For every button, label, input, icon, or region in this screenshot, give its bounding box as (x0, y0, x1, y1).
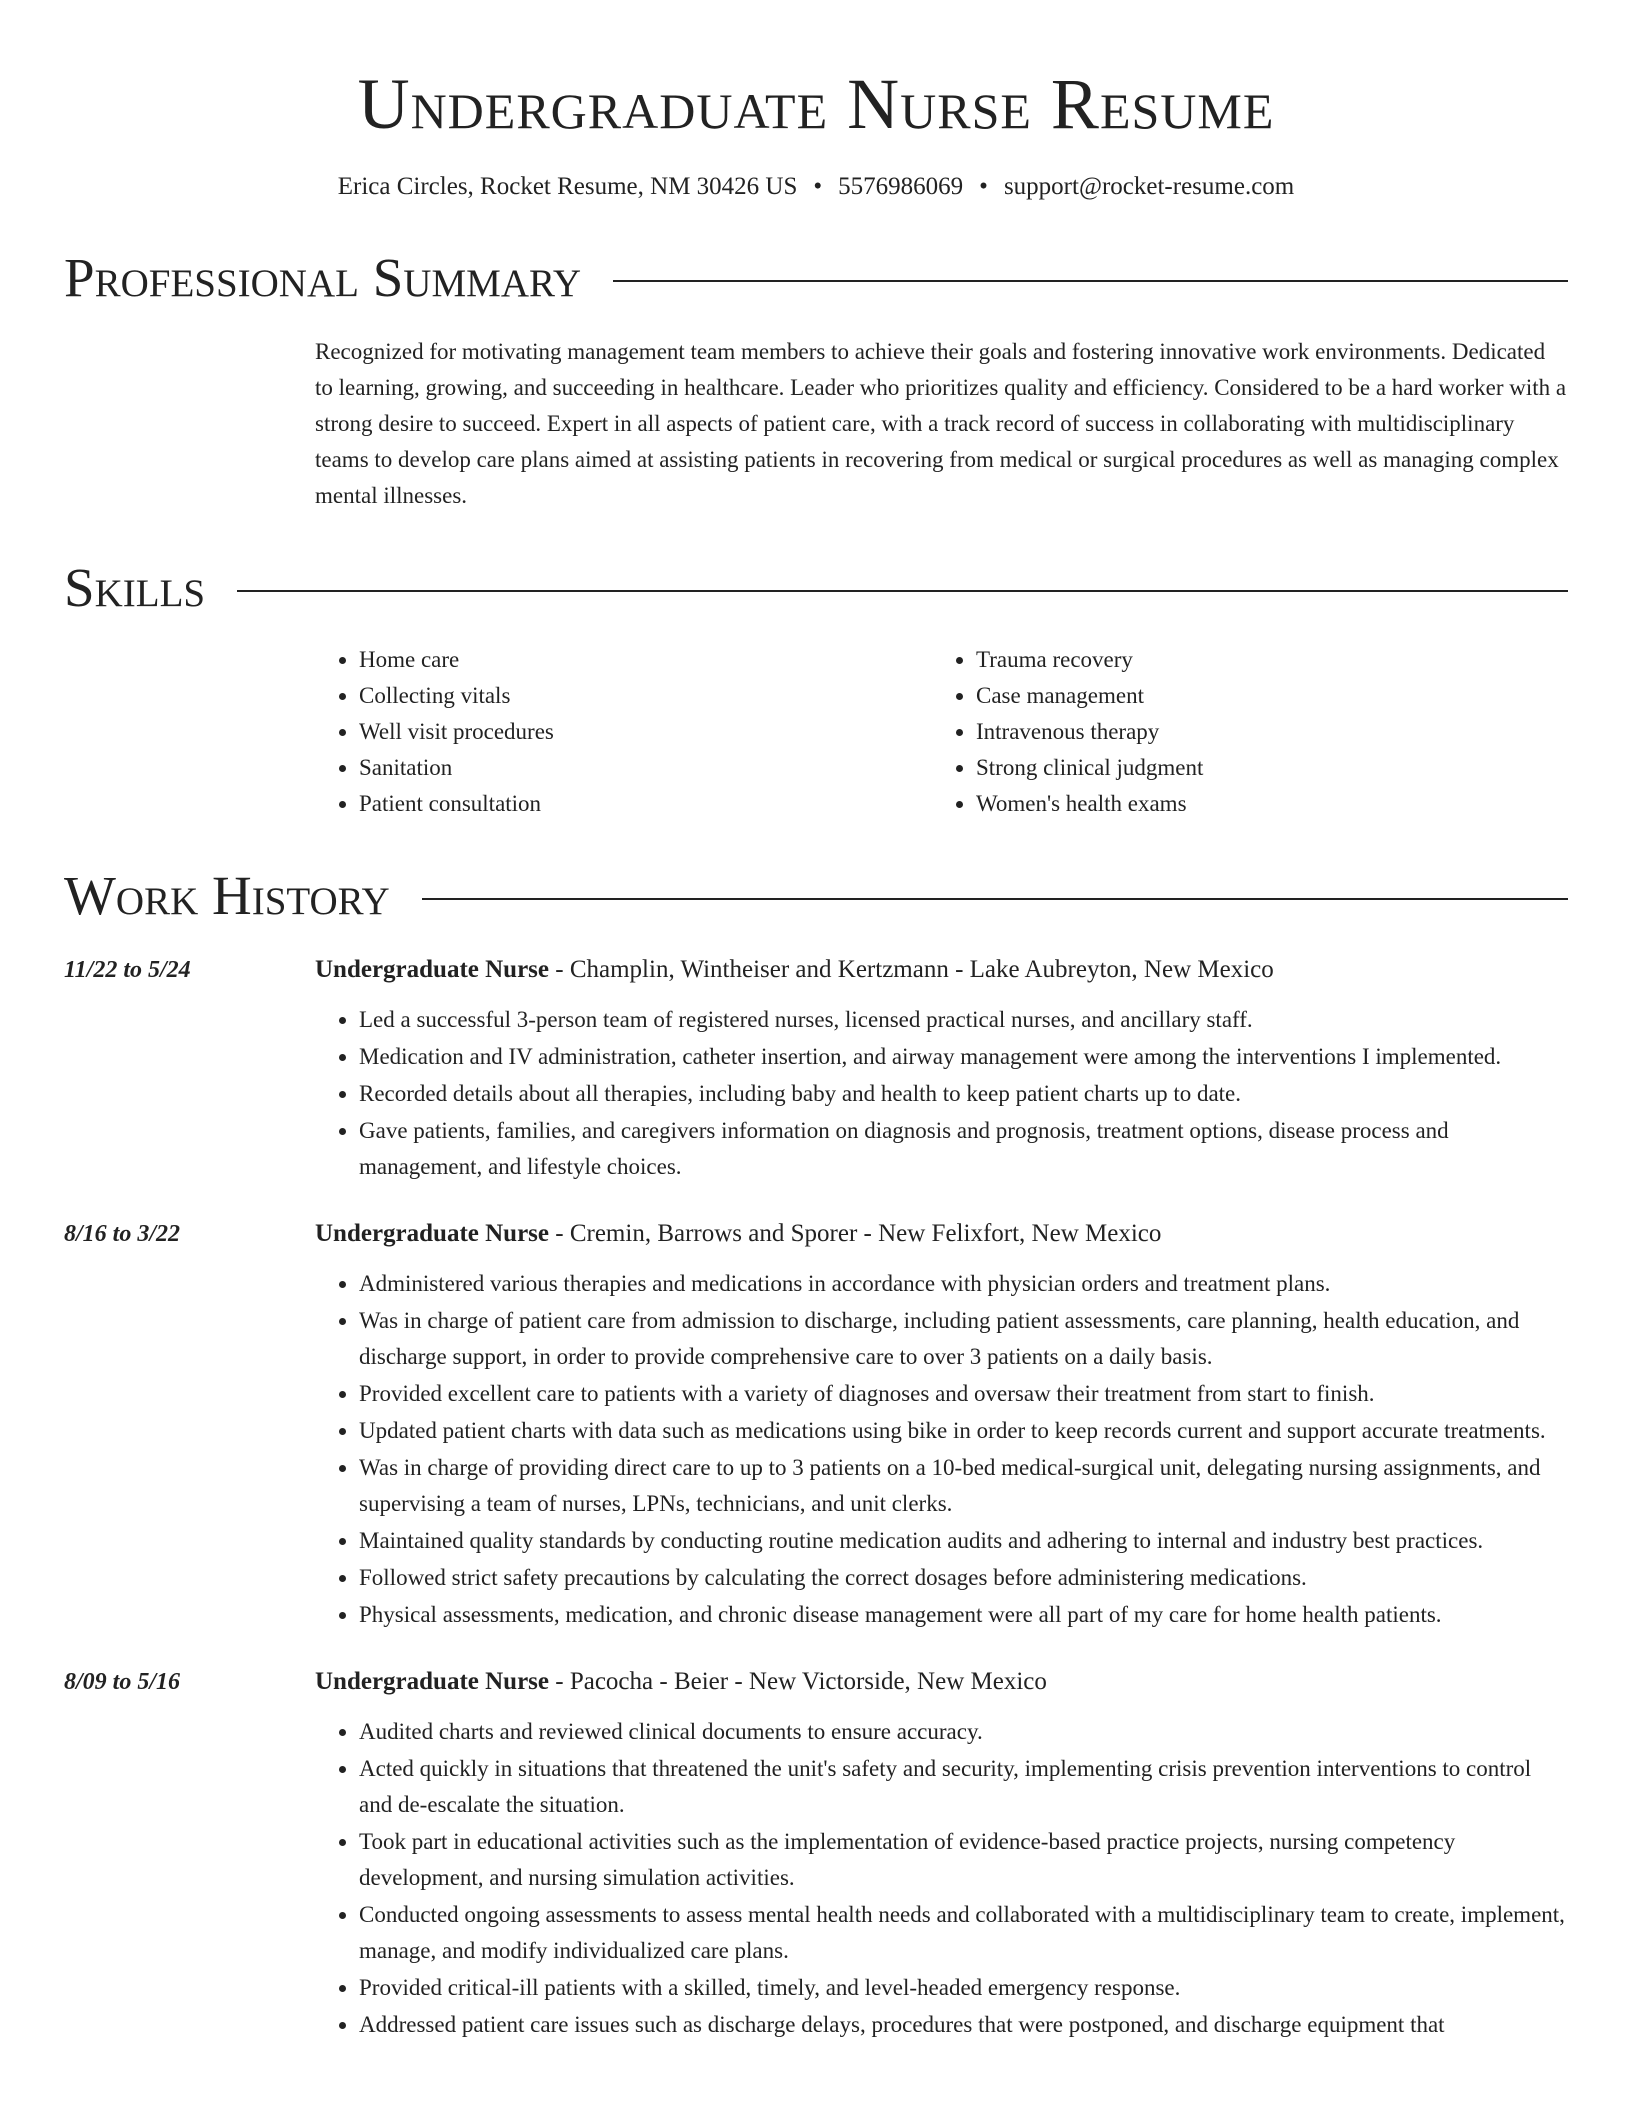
contact-email[interactable]: support@rocket-resume.com (1003, 173, 1295, 200)
job-bullet: • Conducted ongoing assessments to assess mental health needs and collaborated with a multidisciplinary team to create, implement, manage, and modify individualized care plans. (359, 1897, 1568, 1969)
job-bullet: • Was in charge of patient care from admission to discharge, including patient assessments, care planning, health education, and discharge support, in order to provide comprehensive care to over 3 patients on a daily basis. (359, 1303, 1568, 1375)
job-dates: 8/16 to 3/22 (64, 1221, 181, 1247)
job-bullet: • Physical assessments, medication, and chronic disease management were all part of my care for home health patients. (359, 1597, 1568, 1633)
skill-item: • Intravenous therapy (976, 714, 1549, 750)
skill-item: • Home care (359, 642, 932, 678)
section-divider (613, 280, 1568, 282)
job-role: Undergraduate Nurse (315, 1668, 550, 1695)
job-dates: 11/22 to 5/24 (64, 957, 191, 983)
summary-text: Recognized for motivating management team members to achieve their goals and fostering innovative work environments. Dedicated to learning, growing, and succeeding in healthcare. Leader who prioritizes quality and efficiency. Considered to be a hard worker with a strong desire to succeed. Expert in all aspects of patient care, with a track record of success in collaborating with multidisciplinary teams to develop care plans aimed at assisting patients in recovering from medical or surgical procedures as well as managing complex mental illnesses. (315, 339, 1567, 508)
job-bullet: • Took part in educational activities such as the implementation of evidence-based practice projects, nursing competency development, and nursing simulation activities. (359, 1824, 1568, 1896)
contact-separator: • (813, 173, 823, 200)
job-bullet: • Recorded details about all therapies, including baby and health to keep patient charts up to date. (359, 1076, 1568, 1112)
job-bullet: • Was in charge of providing direct care to up to 3 patients on a 10-bed medical-surgical unit, delegating nursing assignments, and supervising a team of nurses, LPNs, technicians, and unit clerks. (359, 1450, 1568, 1522)
job-bullet: • Acted quickly in situations that threatened the unit's safety and security, implementing crisis prevention interventions to control and de-escalate the situation. (359, 1751, 1568, 1823)
work-section-header (64, 866, 1568, 926)
job-bullets (315, 1002, 1568, 1185)
skills-column-left (315, 642, 932, 822)
job-bullet: • Administered various therapies and medications in accordance with physician orders and treatment plans. (359, 1266, 1568, 1302)
section-divider (422, 898, 1568, 900)
summary-section-header (64, 248, 1568, 308)
section-divider (237, 590, 1568, 592)
work-heading: Work History (64, 865, 390, 926)
job-bullet: • Followed strict safety precautions by calculating the correct dosages before administering medications. (359, 1560, 1568, 1596)
job-bullet: • Gave patients, families, and caregivers information on diagnosis and prognosis, treatment options, disease process and management, and lifestyle choices. (359, 1113, 1568, 1185)
job-employer: - Pacocha - Beier - New Victorside, New Mexico (549, 1668, 1047, 1695)
skills-column-right (932, 642, 1549, 822)
job-bullet: • Updated patient charts with data such as medications using bike in order to keep records current and support accurate treatments. (359, 1413, 1568, 1449)
job-bullet: • Provided critical-ill patients with a skilled, timely, and level-headed emergency response. (359, 1970, 1568, 2006)
resume-page (64, 0, 1568, 2044)
contact-line (64, 170, 1568, 204)
skills-heading: Skills (64, 557, 206, 618)
job-content (315, 952, 1568, 1186)
skills-list (315, 642, 1568, 822)
job-bullet: • Maintained quality standards by conducting routine medication audits and adhering to internal and industry best practices. (359, 1523, 1568, 1559)
job-employer: - Cremin, Barrows and Sporer - New Felixfort, New Mexico (549, 1220, 1162, 1247)
job-bullet: • Addressed patient care issues such as discharge delays, procedures that were postponed, and discharge equipment that (359, 2007, 1568, 2043)
skill-item: • Strong clinical judgment (976, 750, 1549, 786)
skill-item: • Case management (976, 678, 1549, 714)
job-content (315, 1216, 1568, 1634)
skill-item: • Well visit procedures (359, 714, 932, 750)
skill-item: • Patient consultation (359, 786, 932, 822)
job-bullet: • Led a successful 3-person team of registered nurses, licensed practical nurses, and ancillary staff. (359, 1002, 1568, 1038)
skill-item: • Collecting vitals (359, 678, 932, 714)
job-role: Undergraduate Nurse (315, 956, 550, 983)
job-role: Undergraduate Nurse (315, 1220, 550, 1247)
job-bullet: • Medication and IV administration, catheter insertion, and airway management were among the interventions I implemented. (359, 1039, 1568, 1075)
job-bullets (315, 1714, 1568, 2043)
skill-item: • Sanitation (359, 750, 932, 786)
job-employer: - Champlin, Wintheiser and Kertzmann - Lake Aubreyton, New Mexico (549, 956, 1274, 983)
job-title-line (315, 1664, 1568, 1700)
job-entry (64, 952, 1568, 1186)
job-entry (64, 1216, 1568, 1634)
skill-item: • Women's health exams (976, 786, 1549, 822)
skills-section-header (64, 558, 1568, 618)
contact-phone: 5576986069 (838, 173, 964, 200)
resume-title: Undergraduate Nurse Resume (357, 64, 1275, 144)
contact-separator: • (979, 173, 988, 200)
skill-item: • Trauma recovery (976, 642, 1549, 678)
job-title-line (315, 1216, 1568, 1252)
job-title-line (315, 952, 1568, 988)
job-entry (64, 1664, 1568, 2044)
contact-address: Erica Circles, Rocket Resume, NM 30426 US (337, 173, 798, 200)
job-dates: 8/09 to 5/16 (64, 1669, 181, 1695)
job-bullet: • Audited charts and reviewed clinical documents to ensure accuracy. (359, 1714, 1568, 1750)
summary-heading: Professional Summary (64, 247, 582, 308)
job-content (315, 1664, 1568, 2044)
job-bullets (315, 1266, 1568, 1633)
job-bullet: • Provided excellent care to patients with a variety of diagnoses and oversaw their treatment from start to finish. (359, 1376, 1568, 1412)
